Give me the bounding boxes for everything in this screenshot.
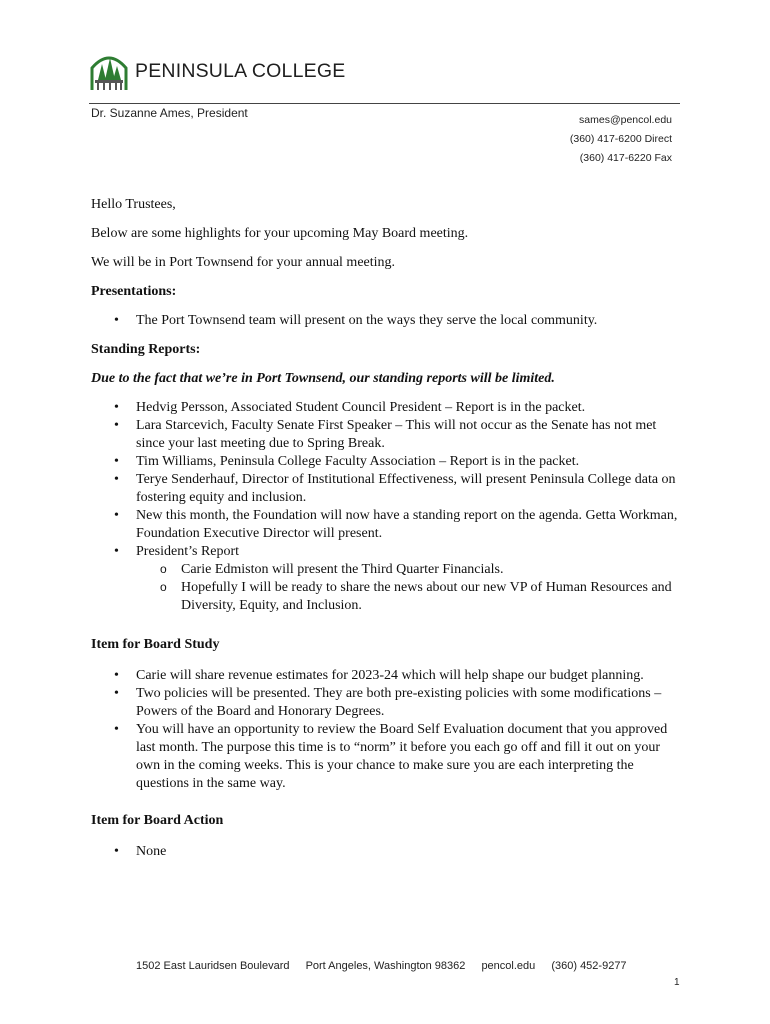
intro-paragraph: Below are some highlights for your upcoming May Board meeting. [91, 226, 469, 241]
footer-address: 1502 East Lauridsen Boulevard [136, 960, 290, 972]
list-item: • Hedvig Persson, Associated Student Council President – Report is in the packet. [91, 399, 681, 417]
list-item-label: President’s Report [136, 544, 240, 559]
board-action-list [91, 843, 681, 861]
contact-block [570, 111, 672, 168]
footer [136, 960, 636, 972]
section-heading-standing-reports: Standing Reports: [91, 342, 201, 357]
footer-phone: (360) 452-9277 [551, 960, 627, 972]
list-item [91, 543, 681, 615]
list-item: • Tim Williams, Peninsula College Faculty Association – Report is in the packet. [91, 453, 681, 471]
presentations-list [91, 312, 681, 330]
standing-reports-note: Due to the fact that we’re in Port Townsend, our standing reports will be limited. [91, 371, 555, 386]
list-item: • Lara Starcevich, Faculty Senate First Speaker – This will not occur as the Senate has not met since your last meeting due to Spring Break. [91, 417, 681, 453]
list-item: • Carie will share revenue estimates for 2023-24 which will help shape our budget planning. [91, 667, 681, 685]
sub-list-item: o Carie Edmiston will present the Third Quarter Financials. [136, 561, 681, 579]
list-item: • You will have an opportunity to review the Board Self Evaluation document that you approved last month. The purpose this time is to “norm” it before you each go off and fill it out on your own in the coming weeks. This is your chance to make sure you are each interpreting the questions in the same way. [91, 721, 681, 793]
header-divider [89, 103, 680, 104]
list-item: • New this month, the Foundation will now have a standing report on the agenda. Getta Workman, Foundation Executive Director will present. [91, 507, 681, 543]
section-heading-board-action: Item for Board Action [91, 813, 224, 828]
footer-website: pencol.edu [481, 960, 536, 972]
section-heading-board-study: Item for Board Study [91, 637, 220, 652]
board-study-list [91, 667, 681, 793]
president-name: Dr. Suzanne Ames, President [91, 106, 248, 120]
contact-email: sames@pencol.edu [579, 114, 672, 126]
contact-direct: (360) 417-6200 Direct [569, 133, 672, 145]
greeting: Hello Trustees, [91, 197, 176, 212]
contact-fax: (360) 417-6220 Fax [579, 152, 672, 164]
list-item: • Terye Senderhauf, Director of Institutional Effectiveness, will present Peninsula College data on fostering equity and inclusion. [91, 471, 681, 507]
college-name: PENINSULA COLLEGE [135, 60, 346, 82]
list-item: • None [91, 843, 681, 861]
president-report-sublist [136, 561, 681, 615]
footer-city: Port Angeles, Washington 98362 [305, 960, 466, 972]
sub-list-item: o Hopefully I will be ready to share the news about our new VP of Human Resources and Diversity, Equity, and Inclusion. [136, 579, 681, 615]
standing-reports-list [91, 399, 681, 615]
list-item: • The Port Townsend team will present on the ways they serve the local community. [91, 312, 681, 330]
college-logo [89, 46, 129, 92]
section-heading-presentations: Presentations: [91, 284, 177, 299]
page-number: 1 [674, 977, 680, 988]
list-item: • Two policies will be presented. They are both pre-existing policies with some modifications – Powers of the Board and Honorary Degrees. [91, 685, 681, 721]
intro-paragraph: We will be in Port Townsend for your annual meeting. [91, 255, 396, 270]
letter-body [91, 196, 681, 872]
